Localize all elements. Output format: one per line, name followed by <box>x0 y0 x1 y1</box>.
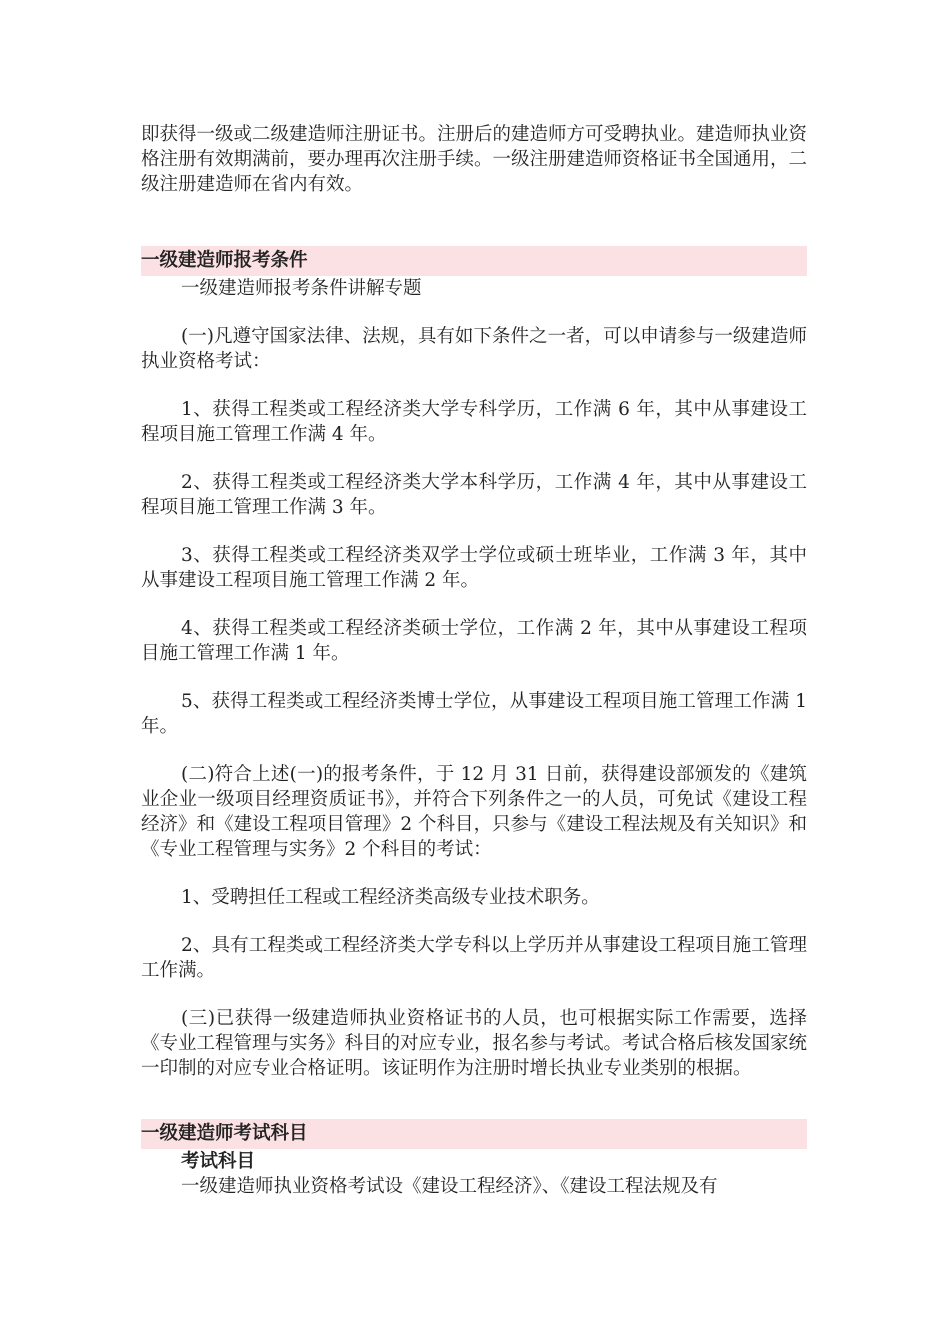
section-subtitle-conditions-topic: 一级建造师报考条件讲解专题 <box>181 278 422 299</box>
condition-item-2: 2、获得工程类或工程经济类大学本科学历，工作满 4 年，其中从事建设工程项目施工管理工作满 3 年。 <box>141 472 807 518</box>
condition-item-4: 4、获得工程类或工程经济类硕士学位，工作满 2 年，其中从事建设工程项目施工管理工作满 1 年。 <box>141 618 807 664</box>
condition-paragraph-1: (一)凡遵守国家法律、法规，具有如下条件之一者，可以申请参与一级建造师执业资格考试： <box>141 326 807 372</box>
intro-paragraph: 即获得一级或二级建造师注册证书。注册后的建造师方可受聘执业。建造师执业资格注册有效期满前，要办理再次注册手续。一级注册建造师资格证书全国通用，二级注册建造师在省内有效。 <box>141 124 808 195</box>
condition-paragraph-3: (三)已获得一级建造师执业资格证书的人员，也可根据实际工作需要，选择《专业工程管理与实务》科目的对应专业，报名参与考试。考试合格后核发国家统一印制的对应专业合格证明。该证明作为注册时增长执业专业类别的根据。 <box>141 1008 808 1079</box>
document-page <box>141 122 807 1199</box>
section-heading-exam-subjects: 一级建造师考试科目 <box>141 1119 807 1149</box>
exemption-item-1: 1、受聘担任工程或工程经济类高级专业技术职务。 <box>181 887 600 908</box>
condition-paragraph-2: (二)符合上述(一)的报考条件，于 12 月 31 日前，获得建设部颁发的《建筑业企业一级项目经理资质证书》，并符合下列条件之一的人员，可免试《建设工程经济》和《建设工程项目管理》2 个科目，只参与《建设工程法规及有关知识》和《专业工程管理与实务》2 个科目的考试： <box>141 764 807 860</box>
condition-item-1: 1、获得工程类或工程经济类大学专科学历，工作满 6 年，其中从事建设工程项目施工管理工作满 4 年。 <box>141 399 807 445</box>
section-heading-exam-conditions: 一级建造师报考条件 <box>141 246 807 276</box>
condition-item-3: 3、获得工程类或工程经济类双学士学位或硕士班毕业，工作满 3 年，其中从事建设工程项目施工管理工作满 2 年。 <box>141 545 807 591</box>
subjects-paragraph: 一级建造师执业资格考试设《建设工程经济》、《建设工程法规及有 <box>181 1176 718 1197</box>
exemption-item-2: 2、具有工程类或工程经济类大学专科以上学历并从事建设工程项目施工管理工作满。 <box>141 935 807 981</box>
condition-item-5: 5、获得工程类或工程经济类博士学位，从事建设工程项目施工管理工作满 1 年。 <box>141 691 807 737</box>
section-subtitle-subjects: 考试科目 <box>181 1151 256 1172</box>
